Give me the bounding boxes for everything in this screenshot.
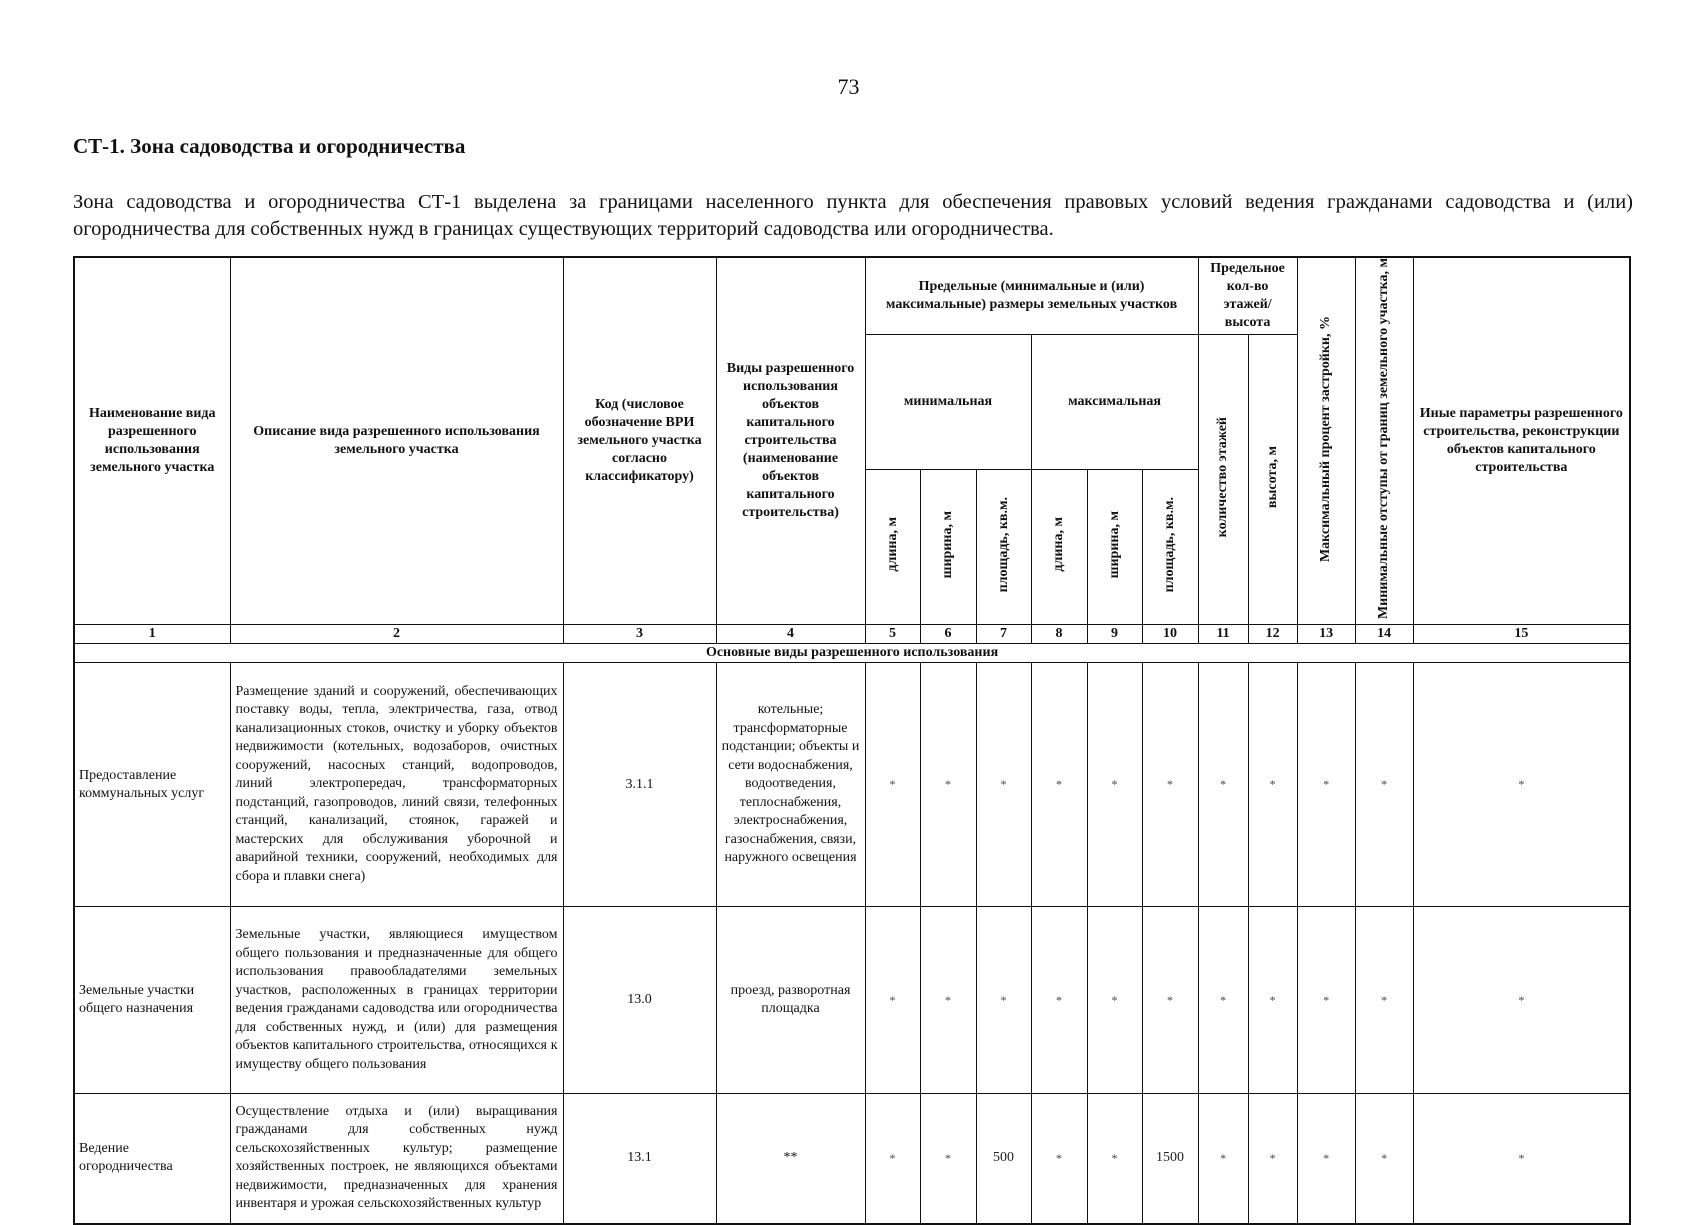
cell-objects: проезд, разворотная площадка bbox=[716, 907, 865, 1094]
cell-name: Ведение огородничества bbox=[74, 1094, 230, 1224]
header-row-1 bbox=[74, 257, 1630, 335]
column-number: 13 bbox=[1297, 625, 1355, 644]
header-floors-height: Предельное кол-во этажей/ высота bbox=[1198, 257, 1297, 335]
cell-code: 13.1 bbox=[563, 1094, 716, 1224]
cell-other: * bbox=[1413, 663, 1630, 907]
column-number: 1 bbox=[74, 625, 230, 644]
header-name: Наименование вида разрешенного использования земельного участка bbox=[74, 257, 230, 625]
header-objects: Виды разрешенного использования объектов капитального строительства (наименование объектов капитального строительства) bbox=[716, 257, 865, 625]
cell-max-percent: * bbox=[1297, 663, 1355, 907]
cell-name: Земельные участки общего назначения bbox=[74, 907, 230, 1094]
header-code: Код (числовое обозначение ВРИ земельного участка согласно классификатору) bbox=[563, 257, 716, 625]
header-plot-sizes: Предельные (минимальные и (или) максимальные) размеры земельных участков bbox=[865, 257, 1198, 335]
cell-max-area: * bbox=[1142, 663, 1198, 907]
cell-min-width: * bbox=[920, 1094, 976, 1224]
cell-min-width: * bbox=[920, 907, 976, 1094]
header-max-width: ширина, м bbox=[1087, 470, 1142, 625]
cell-code: 13.0 bbox=[563, 907, 716, 1094]
regulations-table bbox=[73, 256, 1631, 1225]
section-row bbox=[74, 644, 1630, 663]
header-floors-count: количество этажей bbox=[1198, 335, 1248, 625]
column-number: 9 bbox=[1087, 625, 1142, 644]
cell-code: 3.1.1 bbox=[563, 663, 716, 907]
cell-name: Предоставление коммунальных услуг bbox=[74, 663, 230, 907]
cell-min-length: * bbox=[865, 1094, 920, 1224]
cell-max-length: * bbox=[1031, 907, 1087, 1094]
column-number: 6 bbox=[920, 625, 976, 644]
column-number: 5 bbox=[865, 625, 920, 644]
cell-other: * bbox=[1413, 907, 1630, 1094]
intro-paragraph: Зона садоводства и огородничества СТ-1 выделена за границами населенного пункта для обеспечения правовых условий ведения гражданами садоводства и (или) огородничества для собственных нужд в границах существующих территорий садоводства или огородничества. bbox=[73, 191, 1633, 240]
header-max-length: длина, м bbox=[1031, 470, 1087, 625]
column-number: 3 bbox=[563, 625, 716, 644]
cell-min-setback: * bbox=[1355, 907, 1413, 1094]
header-min-width: ширина, м bbox=[920, 470, 976, 625]
cell-height: * bbox=[1248, 1094, 1297, 1224]
column-number: 2 bbox=[230, 625, 563, 644]
table-row bbox=[74, 1094, 1630, 1224]
header-max-area: площадь, кв.м. bbox=[1142, 470, 1198, 625]
header-min-setback: Минимальные отступы от границ земельного участка, м bbox=[1355, 257, 1413, 625]
cell-other: * bbox=[1413, 1094, 1630, 1224]
header-min-length: длина, м bbox=[865, 470, 920, 625]
table-row bbox=[74, 663, 1630, 907]
header-description: Описание вида разрешенного использования земельного участка bbox=[230, 257, 563, 625]
header-height: высота, м bbox=[1248, 335, 1297, 625]
cell-min-area: * bbox=[976, 907, 1031, 1094]
column-number: 4 bbox=[716, 625, 865, 644]
cell-min-setback: * bbox=[1355, 1094, 1413, 1224]
cell-max-length: * bbox=[1031, 663, 1087, 907]
column-number: 7 bbox=[976, 625, 1031, 644]
cell-max-length: * bbox=[1031, 1094, 1087, 1224]
cell-min-area: 500 bbox=[976, 1094, 1031, 1224]
cell-floors: * bbox=[1198, 1094, 1248, 1224]
header-other-params: Иные параметры разрешенного строительства, реконструкции объектов капитального строительства bbox=[1413, 257, 1630, 625]
column-number-row bbox=[74, 625, 1630, 644]
cell-min-length: * bbox=[865, 663, 920, 907]
column-number: 14 bbox=[1355, 625, 1413, 644]
cell-max-width: * bbox=[1087, 1094, 1142, 1224]
cell-max-width: * bbox=[1087, 663, 1142, 907]
cell-objects: котельные; трансформаторные подстанции; объекты и сети водоснабжения, водоотведения, теплоснабжения, электроснабжения, газоснабжения, связи, наружного освещения bbox=[716, 663, 865, 907]
page-number: 73 bbox=[837, 74, 860, 99]
cell-max-width: * bbox=[1087, 907, 1142, 1094]
cell-max-percent: * bbox=[1297, 1094, 1355, 1224]
cell-description: Размещение зданий и сооружений, обеспечивающих поставку воды, тепла, электричества, газа, отвод канализационных стоков, очистку и уборку объектов недвижимости (котельных, водозаборов, очистных сооружений, насосных станций, водопроводов, линий электропередач, трансформаторных подстанций, газопроводов, линий связи, телефонных станций, канализаций, стоянок, гаражей и мастерских для обслуживания уборочной и аварийной техники, сооружений, необходимых для сбора и плавки снега) bbox=[230, 663, 563, 907]
column-number: 8 bbox=[1031, 625, 1087, 644]
cell-min-length: * bbox=[865, 907, 920, 1094]
column-number: 12 bbox=[1248, 625, 1297, 644]
cell-min-width: * bbox=[920, 663, 976, 907]
column-number: 15 bbox=[1413, 625, 1630, 644]
column-number: 11 bbox=[1198, 625, 1248, 644]
cell-description: Земельные участки, являющиеся имуществом общего пользования и предназначенные для общего использования правообладателями земельных участков, расположенных в границах территории ведения гражданами садоводства или огородничества для собственных нужд, и (или) для размещения объектов капитального строительства, относящихся к имуществу общего пользования bbox=[230, 907, 563, 1094]
header-max-percent: Максимальный процент застройки, % bbox=[1297, 257, 1355, 625]
header-max: максимальная bbox=[1031, 335, 1198, 470]
zone-title: СТ-1. Зона садоводства и огородничества bbox=[73, 134, 466, 158]
cell-min-area: * bbox=[976, 663, 1031, 907]
column-number: 10 bbox=[1142, 625, 1198, 644]
cell-description: Осуществление отдыха и (или) выращивания гражданами для собственных нужд сельскохозяйственных культур; размещение хозяйственных построек, не являющихся объектами недвижимости, предназначенных для хранения инвентаря и урожая сельскохозяйственных культур bbox=[230, 1094, 563, 1224]
cell-max-percent: * bbox=[1297, 907, 1355, 1094]
cell-objects: ** bbox=[716, 1094, 865, 1224]
cell-max-area: 1500 bbox=[1142, 1094, 1198, 1224]
cell-floors: * bbox=[1198, 663, 1248, 907]
header-min-area: площадь, кв.м. bbox=[976, 470, 1031, 625]
table-row bbox=[74, 907, 1630, 1094]
cell-floors: * bbox=[1198, 907, 1248, 1094]
section-title: Основные виды разрешенного использования bbox=[74, 644, 1630, 663]
cell-min-setback: * bbox=[1355, 663, 1413, 907]
header-min: минимальная bbox=[865, 335, 1031, 470]
cell-height: * bbox=[1248, 663, 1297, 907]
cell-max-area: * bbox=[1142, 907, 1198, 1094]
cell-height: * bbox=[1248, 907, 1297, 1094]
